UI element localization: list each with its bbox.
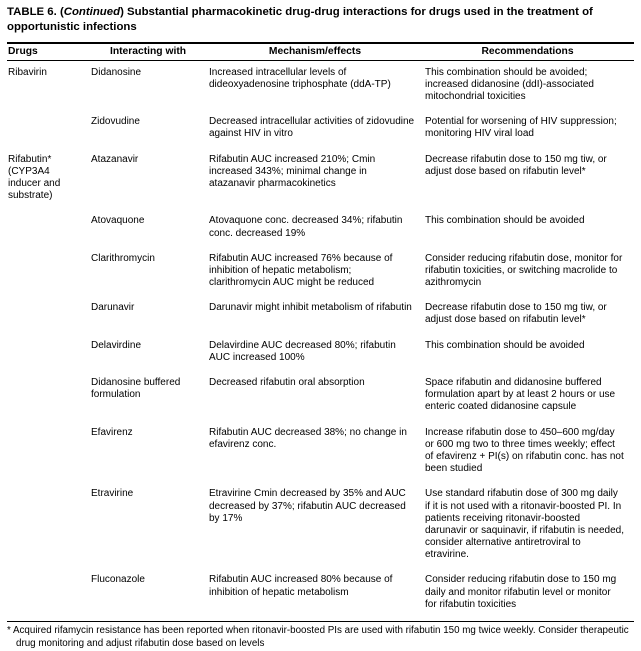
mechanism-cell: Darunavir might inhibit metabolism of rifabutin xyxy=(209,302,412,314)
recommendation-cell: Space rifabutin and didanosine buffered formulation apart by at least 2 hours or use enteric coated didanosine capsule xyxy=(425,377,616,413)
recommendation-cell: This combination should be avoided xyxy=(425,339,585,351)
interacting-cell: Zidovudine xyxy=(91,116,140,128)
drug-note: (CYP3A4 inducer and substrate) xyxy=(8,165,61,202)
table-footnote: * Acquired rifamycin resistance has been reported when ritonavir-boosted PIs are used with rifabutin 150 mg twice weekly. Consider therapeutic drug monitoring and adjust rifabutin dose based on levels xyxy=(7,621,634,650)
mechanism-cell: Rifabutin AUC increased 80% because of inhibition of hepatic metabolism xyxy=(209,574,393,598)
table-title-continued: Continued xyxy=(63,6,121,18)
drug-cell xyxy=(7,299,91,336)
mechanism-cell: Decreased rifabutin oral absorption xyxy=(209,377,365,389)
column-header-mechanism-effects: Mechanism/effects xyxy=(209,43,425,61)
drug-cell xyxy=(7,113,91,150)
interacting-cell: Clarithromycin xyxy=(91,252,155,264)
interacting-cell: Atazanavir xyxy=(91,153,139,165)
mechanism-cell: Delavirdine AUC decreased 80%; rifabutin AUC increased 100% xyxy=(209,339,396,363)
table-row xyxy=(7,571,634,621)
table-row xyxy=(7,212,634,249)
column-header-interacting-with: Interacting with xyxy=(91,43,209,61)
interacting-cell: Didanosine buffered formulation xyxy=(91,377,181,401)
drug-cell xyxy=(7,212,91,249)
interacting-cell: Delavirdine xyxy=(91,339,142,351)
drug-name: Rifabutin* xyxy=(8,153,52,165)
column-header-drugs: Drugs xyxy=(7,43,91,61)
recommendation-cell: Potential for worsening of HIV suppression; monitoring HIV viral load xyxy=(425,116,617,140)
recommendation-cell: Consider reducing rifabutin dose to 150 mg daily and monitor rifabutin level or monitor for rifabutin toxicities xyxy=(425,574,617,610)
column-header-recommendations: Recommendations xyxy=(425,43,634,61)
drug-interactions-table xyxy=(7,42,634,621)
recommendation-cell: Increase rifabutin dose to 450–600 mg/day or 600 mg two to three times weekly; effect of efavirenz + PI(s) on rifabutin conc. has not been studied xyxy=(425,426,624,475)
table-row xyxy=(7,374,634,424)
interacting-cell: Fluconazole xyxy=(91,574,145,586)
interacting-cell: Darunavir xyxy=(91,302,135,314)
table-title-text: ) Substantial pharmacokinetic drug-drug interactions for drugs used in the treatment of opportunistic infections xyxy=(7,6,593,33)
drug-cell xyxy=(7,151,91,213)
table-row xyxy=(7,60,634,113)
recommendation-cell: Decrease rifabutin dose to 150 mg tiw, or adjust dose based on rifabutin level* xyxy=(425,302,607,326)
interacting-cell: Efavirenz xyxy=(91,426,133,438)
recommendation-cell: This combination should be avoided; increased didanosine (ddI)-associated mitochondrial toxicities xyxy=(425,66,594,103)
header-row xyxy=(7,43,634,61)
mechanism-cell: Decreased intracellular activities of zidovudine against HIV in vitro xyxy=(209,116,415,140)
table-row xyxy=(7,151,634,213)
recommendation-cell: Use standard rifabutin dose of 300 mg daily if it is not used with a ritonavir-boosted PI. In patients receiving ritonavir-boosted darunavir or saquinavir, if rifabutin is needed, consider alternative antiretroviral to etravirine. xyxy=(425,488,625,561)
recommendation-cell: This combination should be avoided xyxy=(425,215,585,227)
recommendation-cell: Consider reducing rifabutin dose, monitor for rifabutin toxicities, or switching macrolide to azithromycin xyxy=(425,252,623,289)
table-body xyxy=(7,60,634,621)
drug-name: Ribavirin xyxy=(8,66,47,78)
interacting-cell: Didanosine xyxy=(91,66,142,78)
table-row xyxy=(7,250,634,300)
drug-cell xyxy=(7,571,91,621)
drug-cell xyxy=(7,337,91,374)
mechanism-cell: Atovaquone conc. decreased 34%; rifabutin conc. decreased 19% xyxy=(209,215,403,239)
table-row xyxy=(7,299,634,336)
table-header xyxy=(7,43,634,61)
table-row xyxy=(7,424,634,486)
mechanism-cell: Rifabutin AUC increased 76% because of inhibition of hepatic metabolism; clarithromycin AUC might be reduced xyxy=(209,252,393,289)
table-row xyxy=(7,113,634,150)
interacting-cell: Atovaquone xyxy=(91,215,145,227)
drug-cell xyxy=(7,250,91,300)
recommendation-cell: Decrease rifabutin dose to 150 mg tiw, or adjust dose based on rifabutin level* xyxy=(425,153,607,177)
mechanism-cell: Rifabutin AUC decreased 38%; no change in efavirenz conc. xyxy=(209,426,407,450)
drug-cell xyxy=(7,374,91,424)
table-title-prefix: TABLE 6. ( xyxy=(7,6,64,18)
table-row xyxy=(7,337,634,374)
mechanism-cell: Increased intracellular levels of dideoxyadenosine triphosphate (ddA-TP) xyxy=(209,66,391,90)
interacting-cell: Etravirine xyxy=(91,488,134,500)
table-title xyxy=(7,5,634,35)
table-row xyxy=(7,485,634,571)
drug-cell xyxy=(7,485,91,571)
drug-cell xyxy=(7,424,91,486)
drug-cell xyxy=(7,60,91,113)
mechanism-cell: Etravirine Cmin decreased by 35% and AUC decreased by 37%; rifabutin AUC decreased by 17% xyxy=(209,488,406,524)
mechanism-cell: Rifabutin AUC increased 210%; Cmin increased 343%; minimal change in atazanavir pharmacokinetics xyxy=(209,153,376,189)
